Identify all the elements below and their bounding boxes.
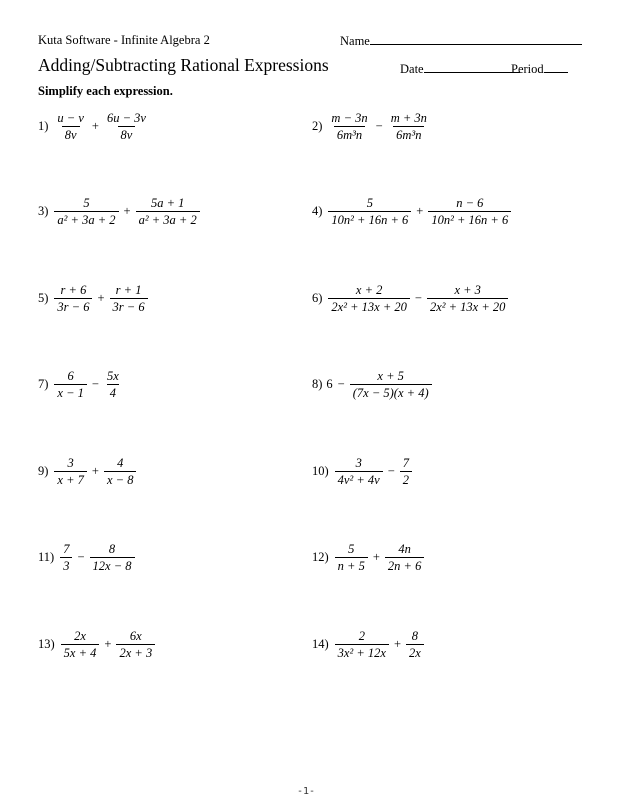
fraction-2 xyxy=(385,542,424,573)
name-blank[interactable] xyxy=(370,33,582,45)
numerator: 8 xyxy=(108,542,116,556)
denominator: x − 8 xyxy=(104,471,136,487)
numerator: 6u − 3v xyxy=(106,111,146,125)
fraction-2 xyxy=(400,456,412,487)
numerator: x + 2 xyxy=(355,283,383,297)
name-field[interactable] xyxy=(340,33,582,49)
operator: + xyxy=(104,637,112,651)
numerator: 6 xyxy=(67,369,74,383)
problem-number: 11) xyxy=(38,550,55,564)
denominator: 2 xyxy=(400,471,412,487)
problem-11 xyxy=(38,542,137,573)
denominator: 3x² + 12x xyxy=(335,644,389,660)
numerator: 4n xyxy=(398,542,411,556)
fraction-2 xyxy=(104,456,136,487)
numerator: 2x xyxy=(74,629,86,643)
denominator: 2x² + 13x + 20 xyxy=(427,298,508,314)
numerator: r + 6 xyxy=(60,283,87,297)
fraction-1 xyxy=(54,196,118,227)
problem-number: 3) xyxy=(38,204,49,218)
numerator: 7 xyxy=(63,542,70,556)
operator: + xyxy=(393,637,402,651)
fraction-2 xyxy=(388,111,430,142)
numerator: r + 1 xyxy=(115,283,142,297)
problem-7 xyxy=(38,369,124,400)
problem-8 xyxy=(312,369,434,400)
fraction-2 xyxy=(428,196,511,227)
fraction-2 xyxy=(104,369,122,400)
operator: + xyxy=(416,204,424,218)
problem-6 xyxy=(312,283,510,314)
problem-number: 1) xyxy=(38,119,49,133)
fraction-1 xyxy=(335,629,389,660)
operator: + xyxy=(91,119,99,133)
operator: − xyxy=(387,464,395,478)
fraction-2 xyxy=(136,196,200,227)
fraction-1 xyxy=(335,456,383,487)
operator: − xyxy=(91,377,99,391)
denominator: 10n² + 16n + 6 xyxy=(428,211,511,227)
software-label: Kuta Software - Infinite Algebra 2 xyxy=(38,33,210,47)
problem-number: 13) xyxy=(38,637,55,651)
problem-number: 2) xyxy=(312,119,323,133)
period-blank[interactable] xyxy=(544,61,568,73)
problem-number: 6) xyxy=(312,291,323,305)
denominator: a² + 3a + 2 xyxy=(136,211,200,227)
denominator: 4v² + 4v xyxy=(335,471,383,487)
denominator: 5x + 4 xyxy=(61,644,100,660)
denominator: 2x + 3 xyxy=(116,644,155,660)
date-field[interactable] xyxy=(400,61,520,77)
problem-number: 10) xyxy=(312,464,329,478)
problem-10 xyxy=(312,456,414,487)
numerator: m + 3n xyxy=(390,111,427,125)
denominator: 2n + 6 xyxy=(385,557,424,573)
denominator: (7x − 5)(x + 4) xyxy=(350,384,432,400)
problem-9 xyxy=(38,456,138,487)
fraction-1 xyxy=(54,456,86,487)
fraction-2 xyxy=(427,283,508,314)
numerator: x + 5 xyxy=(377,369,404,383)
denominator: n + 5 xyxy=(335,557,368,573)
numerator: 4 xyxy=(117,456,124,470)
period-label: Period xyxy=(511,62,544,76)
numerator: 6x xyxy=(129,629,142,643)
denominator: 8v xyxy=(62,126,80,142)
operator: − xyxy=(337,377,345,391)
problem-number: 8) xyxy=(312,377,323,391)
denominator: x + 7 xyxy=(54,471,86,487)
problem-number: 9) xyxy=(38,464,49,478)
numerator: 5 xyxy=(366,196,373,210)
problem-number: 12) xyxy=(312,550,329,564)
problem-number: 5) xyxy=(38,291,49,305)
problem-2 xyxy=(312,111,432,142)
operator: + xyxy=(91,464,99,478)
fraction-1 xyxy=(328,196,411,227)
denominator: 12x − 8 xyxy=(90,557,135,573)
date-label: Date xyxy=(400,62,424,76)
denominator: 6m³n xyxy=(393,126,424,142)
fraction-2 xyxy=(116,629,155,660)
operator: + xyxy=(123,204,131,218)
problem-13 xyxy=(38,629,157,660)
fraction-1 xyxy=(328,111,370,142)
date-blank[interactable] xyxy=(424,61,520,73)
fraction-2 xyxy=(110,283,148,314)
numerator: n − 6 xyxy=(456,196,484,210)
numerator: u − v xyxy=(57,111,84,125)
operator: + xyxy=(97,291,105,305)
fraction-1 xyxy=(54,111,86,142)
problem-14 xyxy=(312,629,426,660)
denominator: 3r − 6 xyxy=(54,298,92,314)
problem-3 xyxy=(38,196,202,227)
fraction-1 xyxy=(328,283,409,314)
denominator: 2x xyxy=(406,644,424,660)
numerator: 5a + 1 xyxy=(150,196,185,210)
denominator: 10n² + 16n + 6 xyxy=(328,211,411,227)
denominator: x − 1 xyxy=(54,384,86,400)
denominator: a² + 3a + 2 xyxy=(54,211,118,227)
fraction-2 xyxy=(104,111,149,142)
problem-number: 7) xyxy=(38,377,49,391)
fraction-1 xyxy=(54,369,86,400)
problem-number: 4) xyxy=(312,204,323,218)
operator: + xyxy=(372,550,380,564)
numerator: m − 3n xyxy=(331,111,368,125)
fraction-1 xyxy=(335,542,368,573)
page-number: -1- xyxy=(297,786,316,797)
fraction-1 xyxy=(60,542,72,573)
denominator: 4 xyxy=(107,384,119,400)
denominator: 2x² + 13x + 20 xyxy=(328,298,409,314)
fraction-1 xyxy=(61,629,100,660)
name-label: Name xyxy=(340,34,370,48)
denominator: 8v xyxy=(118,126,136,142)
period-field[interactable] xyxy=(511,61,568,77)
problem-4 xyxy=(312,196,513,227)
denominator: 6m³n xyxy=(334,126,365,142)
problem-12 xyxy=(312,542,426,573)
problem-5 xyxy=(38,283,150,314)
page-title: Adding/Subtracting Rational Expressions xyxy=(38,55,329,75)
numerator: 3 xyxy=(355,456,362,470)
fraction-1 xyxy=(54,283,92,314)
fraction-2 xyxy=(90,542,135,573)
denominator: 3 xyxy=(60,557,72,573)
numerator: 7 xyxy=(402,456,410,470)
denominator: 3r − 6 xyxy=(110,298,148,314)
numerator: 2 xyxy=(358,629,365,643)
whole-number: 6 xyxy=(326,377,333,391)
numerator: 5 xyxy=(83,196,90,210)
numerator: 8 xyxy=(411,629,419,643)
numerator: 3 xyxy=(67,456,74,470)
problem-number: 14) xyxy=(312,637,329,651)
instructions: Simplify each expression. xyxy=(38,84,173,98)
operator: − xyxy=(77,550,85,564)
fraction-2 xyxy=(350,369,432,400)
problem-1 xyxy=(38,111,151,142)
numerator: 5 xyxy=(348,542,355,556)
operator: − xyxy=(414,291,422,305)
fraction-2 xyxy=(406,629,424,660)
numerator: 5x xyxy=(106,369,119,383)
numerator: x + 3 xyxy=(454,283,481,297)
operator: − xyxy=(375,119,383,133)
